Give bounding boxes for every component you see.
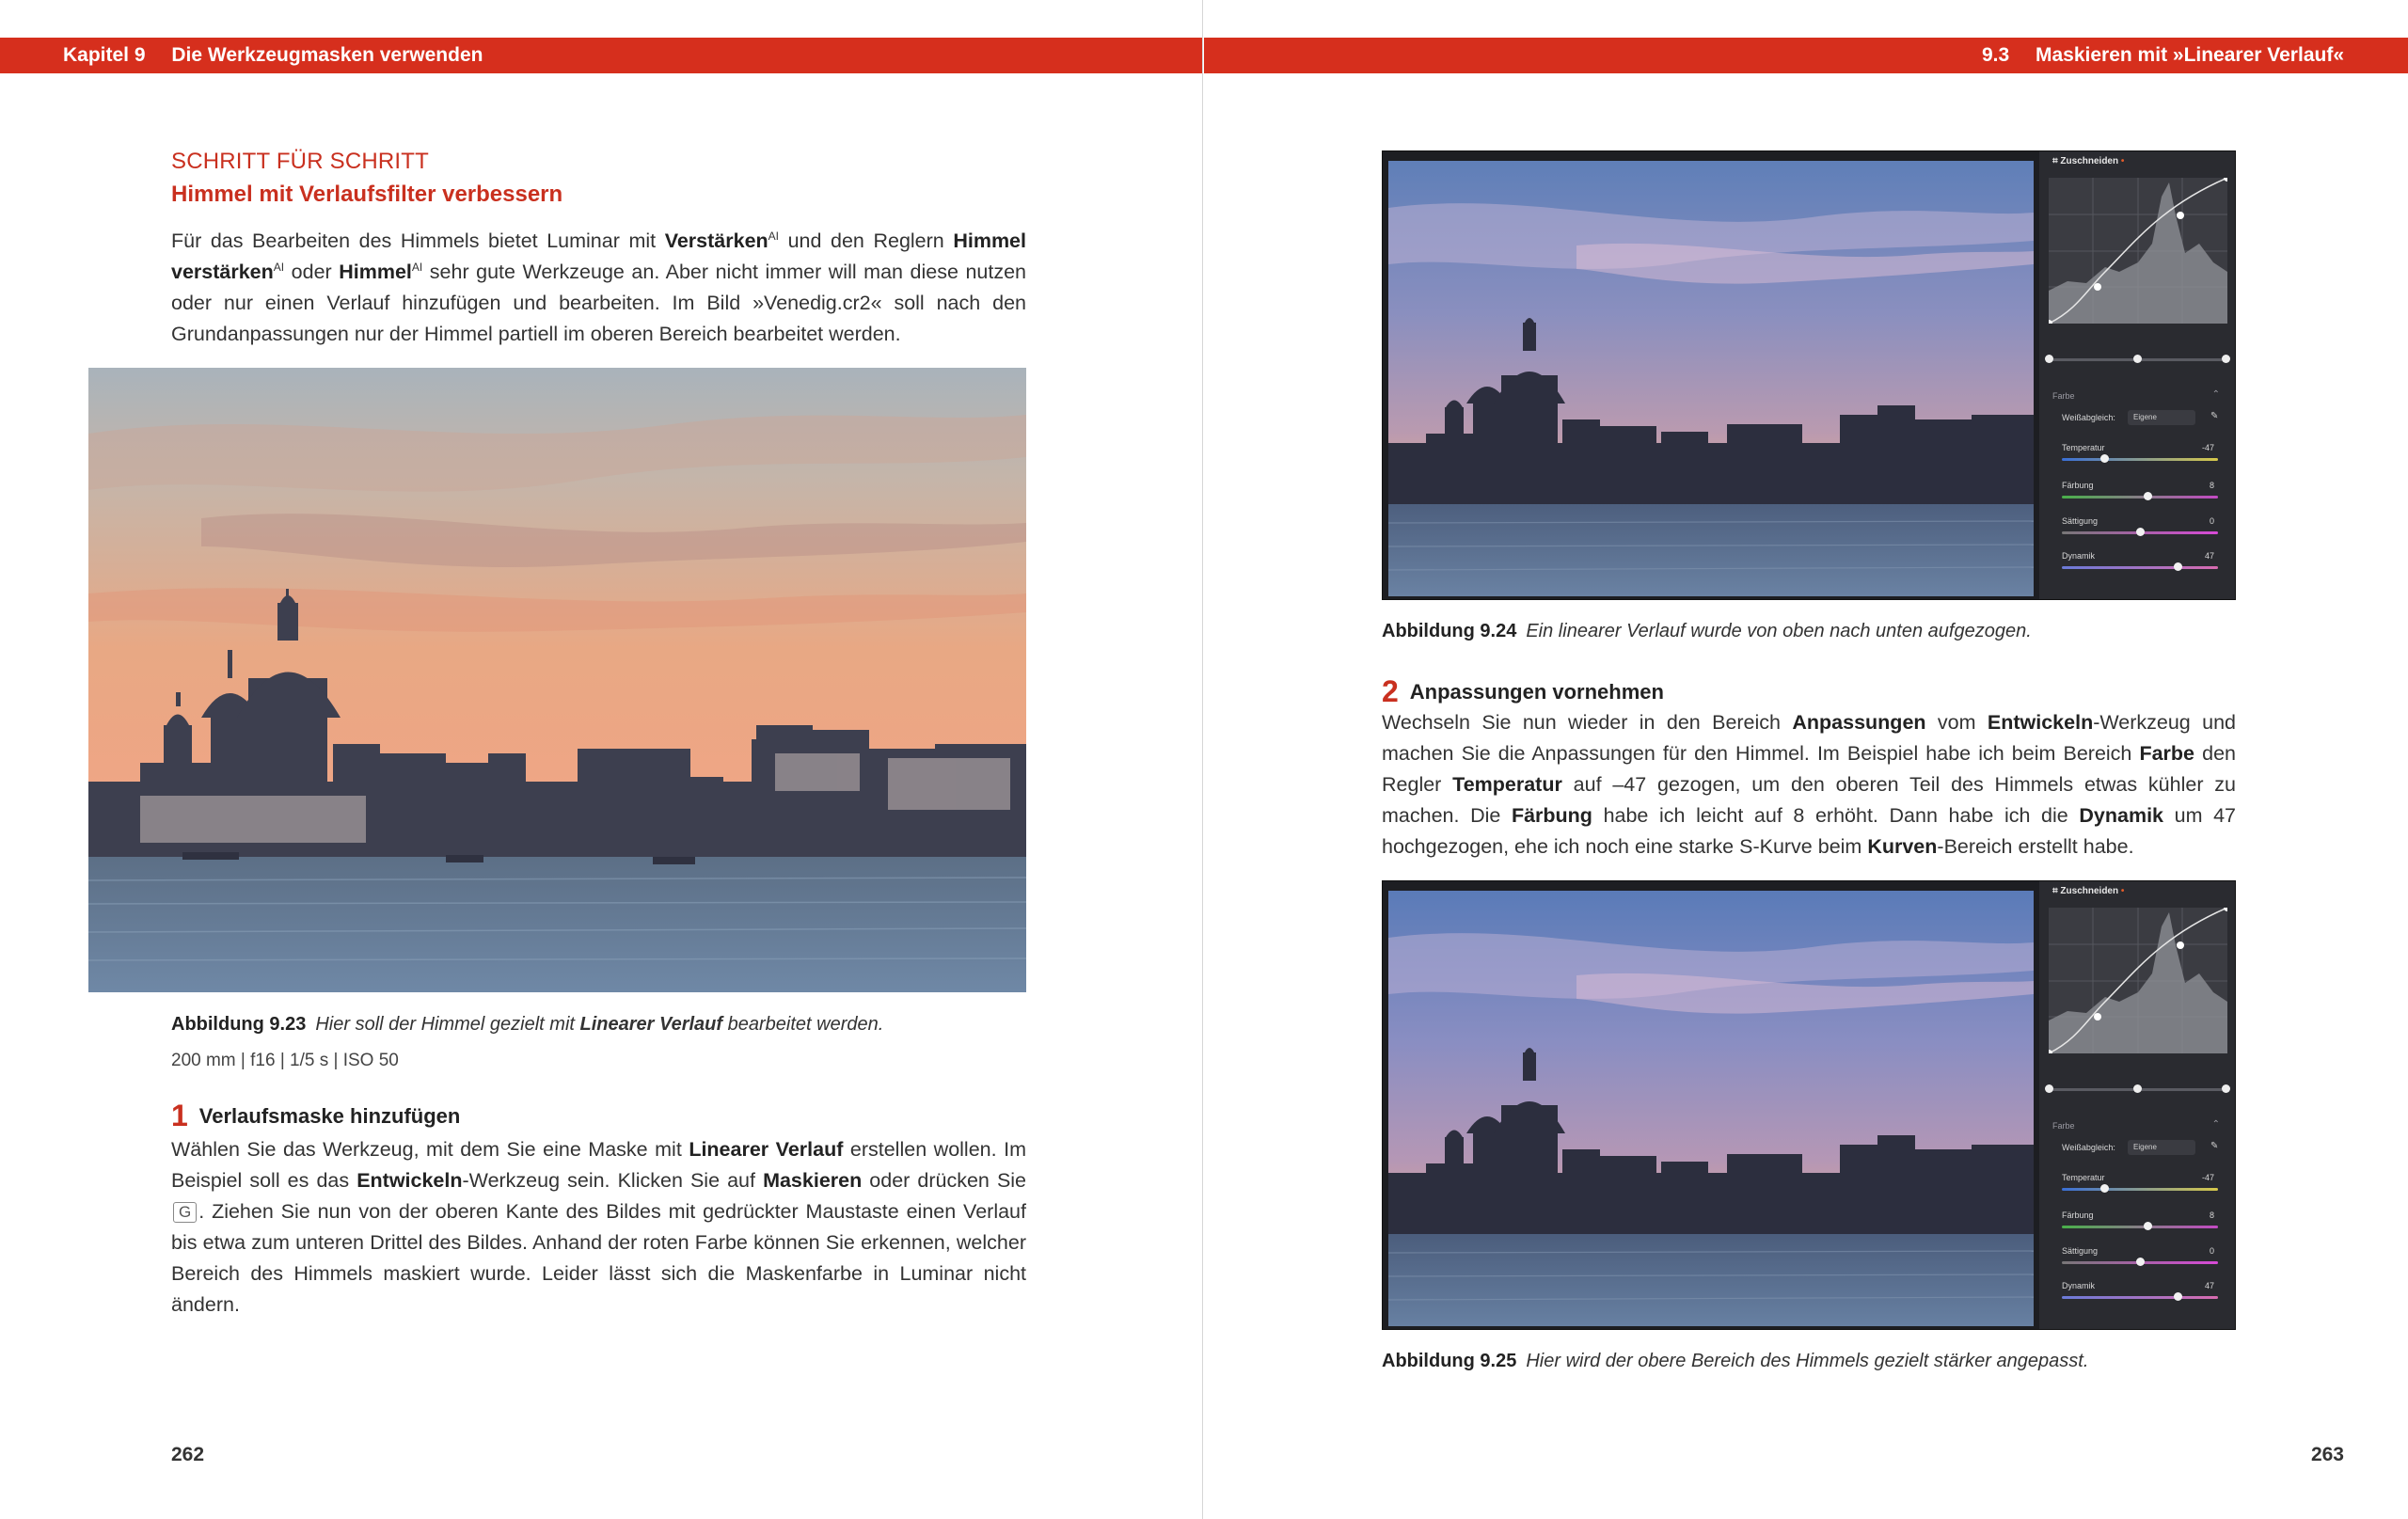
chapter-title: Die Werkzeugmasken verwenden bbox=[171, 44, 483, 66]
chevron-up-icon[interactable]: ⌃ bbox=[2211, 1119, 2220, 1130]
saturation-slider[interactable]: Sättigung 0 bbox=[2062, 516, 2227, 546]
curves-graph[interactable] bbox=[2049, 178, 2227, 324]
temperature-slider[interactable]: Temperatur -47 bbox=[2062, 1173, 2227, 1203]
slider-knob[interactable] bbox=[2100, 1184, 2109, 1193]
editor-side-panel-1 bbox=[2039, 151, 2235, 599]
white-balance-row: Weißabgleich: Eigene ✎ bbox=[2062, 413, 2222, 422]
slider-knob[interactable] bbox=[2136, 528, 2145, 536]
editor-screenshot-2 bbox=[1382, 880, 2236, 1330]
vibrance-slider[interactable]: Dynamik 47 bbox=[2062, 1281, 2227, 1311]
keyboard-key-g: G bbox=[173, 1202, 197, 1223]
page-number-left: 262 bbox=[171, 1444, 205, 1465]
venice-photo bbox=[88, 368, 1026, 992]
slider-knob[interactable] bbox=[2144, 492, 2152, 500]
white-balance-row: Weißabgleich: Eigene ✎ bbox=[2062, 1143, 2222, 1152]
slider-knob[interactable] bbox=[2144, 1222, 2152, 1230]
step-1-paragraph: Wählen Sie das Werkzeug, mit dem Sie eine Maske mit Linearer Verlauf erstellen wollen. Im Beispiel soll es das Entwickeln-Werkzeug sein. Klicken Sie auf Maskieren oder drücken Sie G . Ziehen Sie nun von der oberen Kante des Bildes mit gedrückter Maustaste einen Verlauf bis etwa zum unteren Drittel des Bildes. Anhand der roten Farbe können Sie erkennen, welcher Bereich des Himmels maskiert wurde. Leider lässt sich die Maskenfarbe in Luminar nicht ändern. bbox=[171, 1138, 1027, 1316]
tint-slider[interactable]: Färbung 8 bbox=[2062, 481, 2227, 511]
vibrance-slider[interactable]: Dynamik 47 bbox=[2062, 551, 2227, 581]
slider-knob[interactable] bbox=[2174, 562, 2182, 571]
curve-range-knob-right[interactable] bbox=[2222, 355, 2230, 363]
left-page bbox=[0, 0, 1203, 1519]
curve-range-knob-mid[interactable] bbox=[2133, 1084, 2142, 1093]
editor-photo-1 bbox=[1388, 161, 2034, 596]
temperature-slider[interactable]: Temperatur -47 bbox=[2062, 443, 2227, 473]
editor-screenshot-1 bbox=[1382, 150, 2236, 600]
exif-info: 200 mm | f16 | 1/5 s | ISO 50 bbox=[171, 1051, 399, 1070]
saturation-slider[interactable]: Sättigung 0 bbox=[2062, 1246, 2227, 1276]
right-page bbox=[1204, 0, 2408, 1519]
editor-side-panel-2 bbox=[2039, 881, 2235, 1329]
slider-knob[interactable] bbox=[2100, 454, 2109, 463]
color-section-label[interactable]: Farbe bbox=[2052, 391, 2075, 401]
figure-9-23-caption: Abbildung 9.23 Hier soll der Himmel gezielt mit Linearer Verlauf bearbeitet werden. bbox=[171, 1014, 884, 1035]
eyedropper-icon[interactable]: ✎ bbox=[2210, 411, 2219, 421]
running-header-left bbox=[0, 38, 1202, 73]
eyedropper-icon[interactable]: ✎ bbox=[2210, 1141, 2219, 1151]
slider-knob[interactable] bbox=[2174, 1292, 2182, 1301]
step-kicker: SCHRITT FÜR SCHRITT bbox=[171, 149, 430, 174]
step-1-heading: 1 Verlaufsmaske hinzufügen bbox=[171, 1099, 461, 1132]
crop-tool-label[interactable]: ⌗ Zuschneiden • bbox=[2052, 156, 2125, 166]
curve-range-knob-left[interactable] bbox=[2045, 355, 2053, 363]
editor-photo-2 bbox=[1388, 891, 2034, 1326]
running-header-right bbox=[1204, 38, 2408, 73]
white-balance-select[interactable]: Eigene bbox=[2128, 410, 2195, 425]
curve-range-knob-left[interactable] bbox=[2045, 1084, 2053, 1093]
curves-graph[interactable] bbox=[2049, 908, 2227, 1053]
step-title: Himmel mit Verlaufsfilter verbessern bbox=[171, 182, 563, 207]
curve-range-knob-right[interactable] bbox=[2222, 1084, 2230, 1093]
slider-knob[interactable] bbox=[2136, 1258, 2145, 1266]
figure-9-24-caption: Abbildung 9.24 Ein linearer Verlauf wurde von oben nach unten aufgezogen. bbox=[1382, 621, 2032, 641]
crop-tool-label[interactable]: ⌗ Zuschneiden • bbox=[2052, 886, 2125, 896]
section-number: 9.3 bbox=[1981, 44, 2010, 66]
tint-slider[interactable]: Färbung 8 bbox=[2062, 1210, 2227, 1241]
figure-9-25-caption: Abbildung 9.25 Hier wird der obere Bereich des Himmels gezielt stärker angepasst. bbox=[1382, 1351, 2089, 1371]
color-section-label[interactable]: Farbe bbox=[2052, 1121, 2075, 1131]
page-number-right: 263 bbox=[2310, 1444, 2344, 1465]
chevron-up-icon[interactable]: ⌃ bbox=[2211, 389, 2220, 400]
curve-range-knob-mid[interactable] bbox=[2133, 355, 2142, 363]
intro-paragraph: Für das Bearbeiten des Himmels bietet Luminar mit Verstärken$^{AI}$ und den Reglern Himmel verstärken$^{AI}$ oder Himmel$^{AI}$ sehr gute Werkzeuge an. Aber nicht immer will man diese nutzen oder nur einen Verlauf hinzufügen und bearbeiten. Im Bild »Venedig.cr2« soll nach den Grundanpassungen nur der Himmel partiell im oberen Bereich bearbeitet werden. bbox=[171, 229, 1027, 345]
step-2-paragraph: Wechseln Sie nun wieder in den Bereich Anpassungen vom Entwickeln-Werkzeug und machen Sie die Anpassungen für den Himmel. Im Beispiel habe ich beim Bereich Farbe den Regler Temperatur auf –47 gezogen, um den oberen Teil des Himmels etwas kühler zu machen. Die Färbung habe ich leicht auf 8 erhöht. Dann habe ich die Dynamik um 47 hochgezogen, ehe ich noch eine starke S-Kurve beim Kurven-Bereich erstellt habe. bbox=[1382, 711, 2237, 858]
section-title: Maskieren mit »Linearer Verlauf« bbox=[2036, 44, 2344, 66]
white-balance-select[interactable]: Eigene bbox=[2128, 1140, 2195, 1155]
chapter-label: Kapitel 9 bbox=[63, 44, 146, 66]
step-2-heading: 2 Anpassungen vornehmen bbox=[1382, 674, 1664, 708]
